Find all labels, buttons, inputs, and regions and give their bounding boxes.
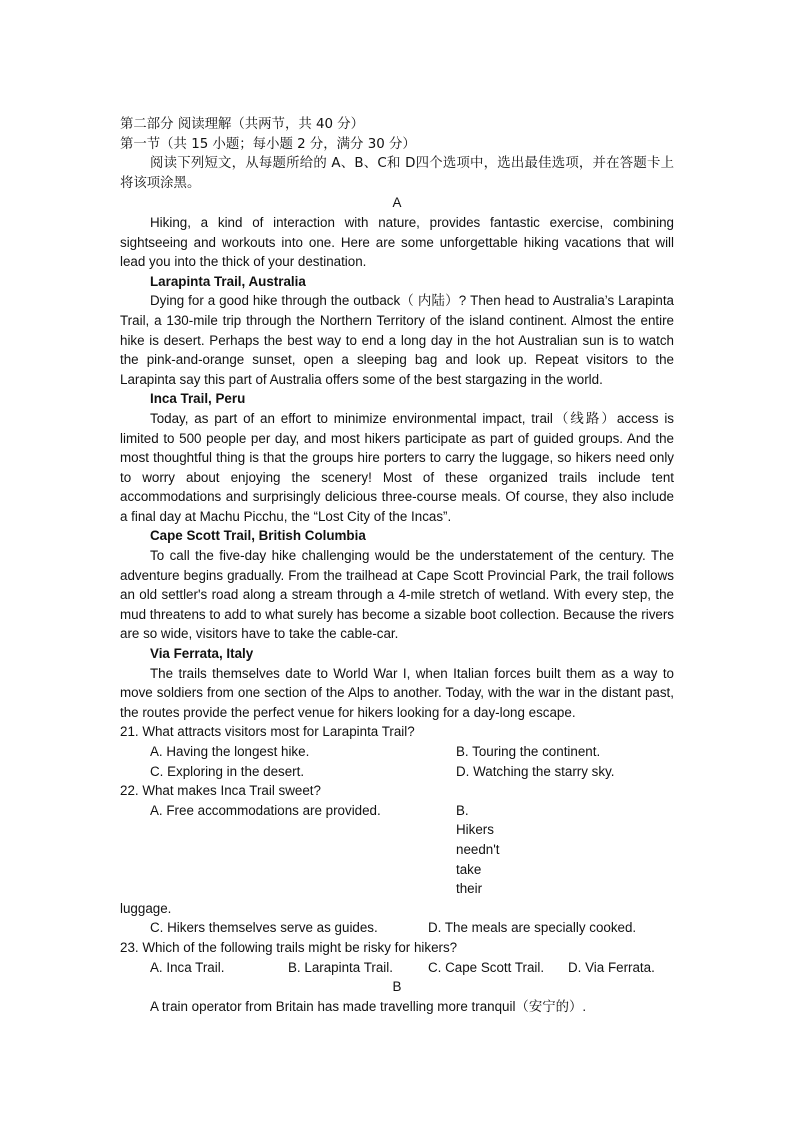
passage-b-label: B xyxy=(392,979,402,995)
passage-a-intro: Hiking, a kind of interaction with nature, provides fantastic exercise, combining sightseeing and workouts into one. Here are some unforgettable hiking vacations that will lead you into the thick of your destination. xyxy=(120,214,674,270)
q22-option-c: C. Hikers themselves serve as guides. xyxy=(150,920,378,936)
q22-option-b xyxy=(456,801,674,899)
trail-text-cape-scott: To call the five-day hike challenging would be the understatement of the century. The adventure begins gradually. From the trailhead at Cape Scott Provincial Park, the trail follows an old settler's road along a stream through a 4-mile stretch of wetland. With every step, the mud threatens to add to what surely has become a sizable boot collection. Because the rivers are so wide, visitors have to take the cable-car. xyxy=(120,548,674,642)
trail-heading-larapinta: Larapinta Trail, Australia xyxy=(150,273,306,289)
q21-option-b: B. Touring the continent. xyxy=(456,744,601,759)
q22-option-b-word: B. xyxy=(456,802,469,818)
section-heading: 第一节（共 15 小题；每小题 2 分，满分 30 分） xyxy=(120,136,416,152)
trail-heading-via-ferrata: Via Ferrata, Italy xyxy=(150,646,254,662)
q22-option-b-word: needn't xyxy=(456,841,500,857)
question-22-options-row1 xyxy=(120,801,674,899)
q23-option-d: D. Via Ferrata. xyxy=(568,959,655,975)
passage-a-label: A xyxy=(392,195,402,211)
exam-page xyxy=(120,115,674,1016)
q22-option-b-word: their xyxy=(456,881,483,897)
trail-text-larapinta: Dying for a good hike through the outback（ 内陆）? Then head to Australia’s Larapinta Trail, a 130-mile trip through the Northern Territory of the island continent. Almost the entire hike is desert. Perhaps the best way to end a long day in the hot Australian sun is to watch the pink-and-orange sunset, open a sleeping bag and look up. Repeat visitors to the Larapinta say this part of Australia offers some of the best stargazing in the world. xyxy=(120,293,674,387)
question-23-stem: 23. Which of the following trails might be risky for hikers? xyxy=(120,939,458,955)
question-23-options xyxy=(120,958,674,978)
q21-option-a: A. Having the longest hike. xyxy=(150,744,310,759)
part-heading: 第二部分 阅读理解（共两节，共 40 分） xyxy=(120,117,365,132)
q22-option-b-word: Hikers xyxy=(456,822,494,838)
trail-text-via-ferrata: The trails themselves date to World War I, when Italian forces built them as a way to move soldiers from one section of the Alps to another. Today, with the war in the distant past, the routes provide the perfect venue for hikers looking for a day-long escape. xyxy=(120,665,674,720)
passage-b-first-line: A train operator from Britain has made travelling more tranquil（安宁的）. xyxy=(150,998,587,1014)
q23-option-a: A. Inca Trail. xyxy=(150,959,225,975)
q22-option-b-continuation: luggage. xyxy=(120,900,172,916)
question-22-stem: 22. What makes Inca Trail sweet? xyxy=(120,783,321,799)
q22-option-d: D. The meals are specially cooked. xyxy=(428,920,637,936)
instructions: 阅读下列短文，从每题所给的 A、B、C和 D四个选项中，选出最佳选项，并在答题卡上将该项涂黑。 xyxy=(120,156,674,191)
q21-option-d: D. Watching the starry sky. xyxy=(456,763,615,779)
trail-heading-inca: Inca Trail, Peru xyxy=(150,391,246,407)
q21-option-c: C. Exploring in the desert. xyxy=(150,763,305,779)
trail-text-inca: Today, as part of an effort to minimize environmental impact, trail（线路）access is limited to 500 people per day, and most hikers participate as part of guided groups. And the most thoughtful thing is that the groups hire porters to carry the luggage, so hikers need only to worry about enjoying the scenery! Most of these organized trails include tent accommodations and surprisingly delicious three-course meals. Of course, they also include a final day at Machu Picchu, the “Lost City of the Incas”. xyxy=(120,410,674,524)
q22-option-a: A. Free accommodations are provided. xyxy=(150,802,381,818)
trail-heading-cape-scott: Cape Scott Trail, British Columbia xyxy=(150,528,366,544)
question-22-options-row2 xyxy=(120,918,674,938)
question-21-options-row1 xyxy=(120,742,674,762)
q23-option-b: B. Larapinta Trail. xyxy=(288,959,393,975)
q23-option-c: C. Cape Scott Trail. xyxy=(428,959,545,975)
q22-option-b-word: take xyxy=(456,861,482,877)
question-21-stem: 21. What attracts visitors most for Larapinta Trail? xyxy=(120,724,415,740)
question-21-options-row2 xyxy=(120,762,674,782)
